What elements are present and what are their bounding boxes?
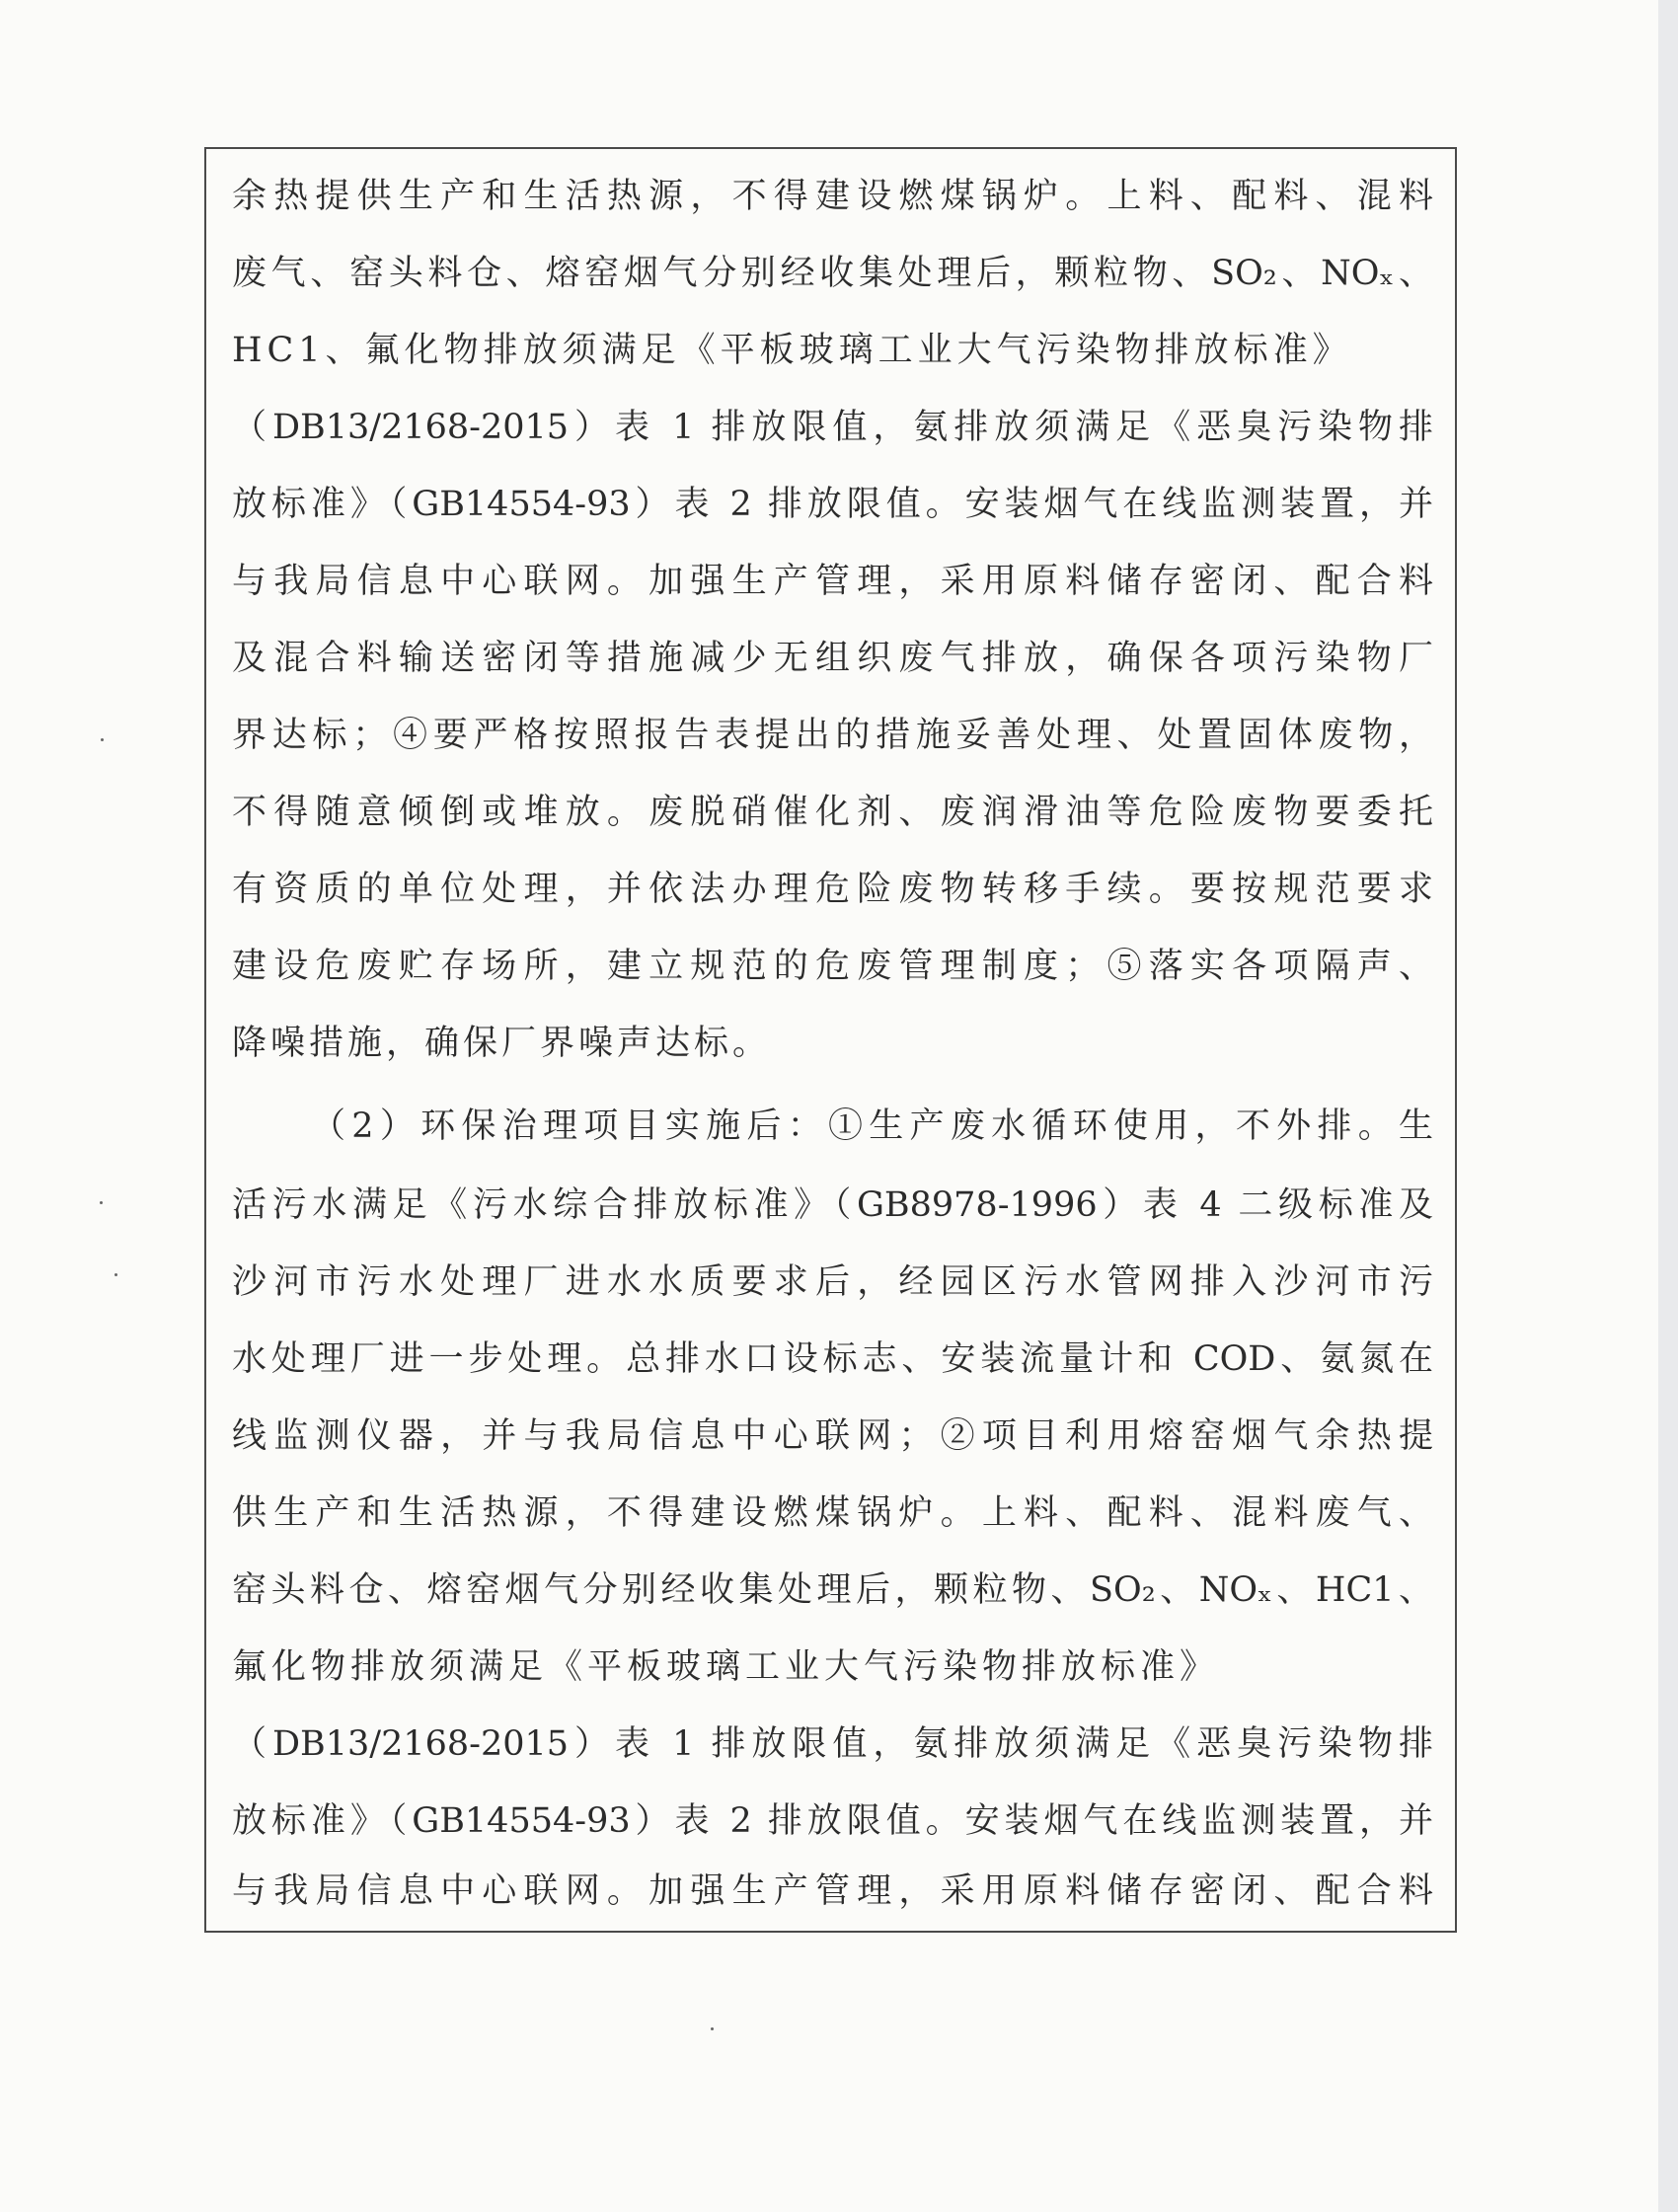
document-frame — [204, 147, 1457, 1933]
text-line: 界达标；④要严格按照报告表提出的措施妥善处理、处置固体废物， — [232, 716, 1433, 755]
text-line: 与我局信息中心联网。加强生产管理，采用原料储存密闭、配合料 — [232, 562, 1433, 601]
text-line: 放标准》（GB14554-93）表 2 排放限值。安装烟气在线监测装置，并 — [232, 485, 1433, 524]
text-line: 氟化物排放须满足《平板玻璃工业大气污染物排放标准》 — [232, 1647, 1220, 1687]
text-line: 降噪措施，确保厂界噪声达标。 — [232, 1024, 772, 1063]
text-line: 线监测仪器，并与我局信息中心联网；②项目利用熔窑烟气余热提 — [232, 1416, 1433, 1456]
scan-speck — [100, 1201, 103, 1204]
text-line: HC1、氟化物排放须满足《平板玻璃工业大气污染物排放标准》 — [232, 331, 1352, 370]
text-line: 沙河市污水处理厂进水水质要求后，经园区污水管网排入沙河市污 — [232, 1262, 1433, 1302]
text-line: （DB13/2168-2015）表 1 排放限值，氨排放须满足《恶臭污染物排 — [232, 408, 1433, 447]
paragraph-heading-line: （2）环保治理项目实施后：①生产废水循环使用，不外排。生 — [311, 1106, 1433, 1146]
text-line: 窑头料仓、熔窑烟气分别经收集处理后，颗粒物、SO₂、NOₓ、HC1、 — [232, 1570, 1433, 1610]
text-line: 不得随意倾倒或堆放。废脱硝催化剂、废润滑油等危险废物要委托 — [232, 793, 1433, 832]
text-line: 有资质的单位处理，并依法办理危险废物转移手续。要按规范要求 — [232, 870, 1433, 909]
text-line: 供生产和生活热源，不得建设燃煤锅炉。上料、配料、混料废气、 — [232, 1493, 1433, 1533]
scan-speck — [101, 738, 104, 741]
scan-speck — [114, 1273, 117, 1276]
text-line: 水处理厂进一步处理。总排水口设标志、安装流量计和 COD、氨氮在 — [232, 1339, 1433, 1379]
text-line: 废气、窑头料仓、熔窑烟气分别经收集处理后，颗粒物、SO₂、NOₓ、 — [232, 254, 1433, 293]
text-line: 活污水满足《污水综合排放标准》（GB8978-1996）表 4 二级标准及 — [232, 1185, 1433, 1225]
scan-edge-strip — [1658, 0, 1678, 2212]
text-line: 余热提供生产和生活热源，不得建设燃煤锅炉。上料、配料、混料 — [232, 177, 1433, 216]
text-line: 与我局信息中心联网。加强生产管理，采用原料储存密闭、配合料 — [232, 1871, 1433, 1911]
text-line: 放标准》（GB14554-93）表 2 排放限值。安装烟气在线监测装置，并 — [232, 1801, 1433, 1841]
text-line: （DB13/2168-2015）表 1 排放限值，氨排放须满足《恶臭污染物排 — [232, 1724, 1433, 1764]
text-line: 建设危废贮存场所，建立规范的危废管理制度；⑤落实各项隔声、 — [232, 947, 1433, 986]
text-line: 及混合料输送密闭等措施减少无组织废气排放，确保各项污染物厂 — [232, 639, 1433, 678]
scan-speck — [711, 2027, 714, 2030]
